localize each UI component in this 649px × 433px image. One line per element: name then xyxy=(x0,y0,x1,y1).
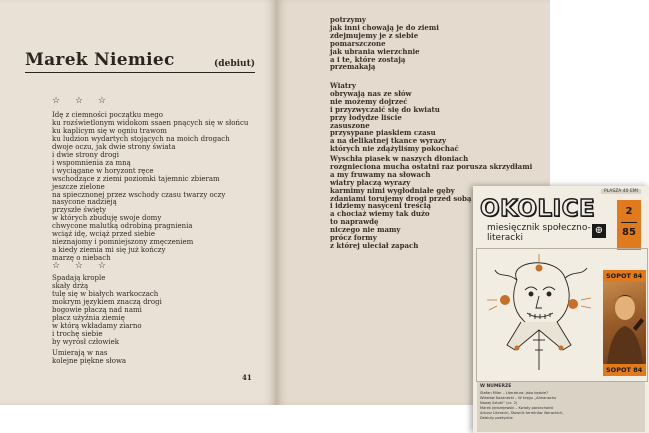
contents-item: Debiuty poetyckie xyxy=(480,416,513,420)
poem-line: i przyzwyczaić się do kwiatu xyxy=(330,104,440,114)
contents-item: Arkusz Literacki, Słownik terminów literackich, xyxy=(480,411,564,415)
poem-second-stanza xyxy=(52,275,162,347)
contents-item: Marek Jędrzejewski – Kwiaty poniechanki xyxy=(480,406,554,410)
poem-line: wschodzące z ziemi poziomki tajemnic zbieram xyxy=(52,174,220,183)
poem-line: na spiecznonej przez wschody czasu twarzy oczy xyxy=(52,190,226,199)
poem-first-stanza xyxy=(52,112,248,263)
emblem-icon: ⊕ xyxy=(592,224,606,238)
poem-continuation xyxy=(330,16,439,71)
poem-line: Umierają w nas xyxy=(52,349,108,357)
sopot-label-bottom: SOPOT 84 xyxy=(603,364,646,376)
contents-list xyxy=(480,391,564,421)
poem-line: ku kaplicym się w ogniu trawom xyxy=(52,126,167,135)
poem-line: marzę o niebach xyxy=(52,254,111,263)
poem-line: a my fruwamy na słowach xyxy=(330,169,431,179)
poem-line: i dwie strony drogi xyxy=(52,150,119,159)
poem-line: jeszcze zielone xyxy=(52,182,105,191)
poem-line: których nie zdążyliśmy pokochać xyxy=(330,144,459,154)
poem-line: przy łodydze liście xyxy=(330,112,402,122)
poem-line: potrzymy xyxy=(330,15,367,24)
poem-line: kolejne piękne słowa xyxy=(52,356,127,365)
poem-line: przysypane piaskiem czasu xyxy=(330,128,436,138)
poem-line: Idę z ciemności początku mego xyxy=(52,111,163,119)
poem-line: prócz formy xyxy=(330,233,377,243)
contents-item: Stefan Miler – Literatura: jaka będzie? xyxy=(480,391,549,395)
poem-line: a i te, które zostają xyxy=(330,54,406,64)
magazine-cover xyxy=(473,186,649,433)
left-book-page xyxy=(0,0,276,405)
poem-line: ku rozświetlonym widokom ssaen pnących się w słońcu xyxy=(52,118,249,127)
sopot-label-top: SOPOT 84 xyxy=(603,270,646,282)
poem-line: przemakają xyxy=(330,62,376,72)
poem-line: a kiedy ziemia mi się już kończy xyxy=(52,246,166,255)
poem-line: a na delikatnej tkance wyrazy xyxy=(330,136,447,146)
poem-line: przyszłe święty xyxy=(52,206,107,215)
poem-line: karmimy nimi wygłodniałe gęby xyxy=(330,185,455,195)
poem-line: z której uleciał zapach xyxy=(330,240,419,250)
poem-line: nieznajomy i pomniejszony zmęczeniem xyxy=(52,238,194,247)
issue-badge xyxy=(617,200,641,250)
poem-line: Wyschła piasek w naszych dłoniach xyxy=(330,154,469,163)
poem-line: tulę się w białych warkoczach xyxy=(52,289,159,298)
magazine-subtitle: miesięcznik społeczno-literacki xyxy=(487,223,591,243)
contents-heading: W NUMERZE xyxy=(480,384,512,389)
poem-line: a chociaż wiemy tak dużo xyxy=(330,209,430,219)
poem-line: jak ubrania wierzchnie xyxy=(330,46,420,56)
contents-item: Nowej Sztuki” (cz. 2) xyxy=(480,401,518,405)
poem-line: Wiatry xyxy=(330,81,356,90)
cover-price-label: PLASZA 40 EMI xyxy=(601,189,641,194)
poem-line: skały drżą xyxy=(52,281,89,290)
debut-note: (debiut) xyxy=(214,59,255,69)
poem-line: wiatry płaczą wyrazy xyxy=(330,177,411,187)
poem-line: w którą wkładamy ziarno xyxy=(52,321,142,330)
poem-line: zasuszone xyxy=(330,120,370,130)
section-stars: ☆ ☆ ☆ xyxy=(52,261,112,271)
poem-line: i trochę siebie xyxy=(52,329,103,338)
poem-line: chwycone malutką odrobiną pragnienia xyxy=(52,222,193,231)
page-number: 41 xyxy=(242,373,252,382)
poem-line: ku ludzion wydartych stojących na moich drogach xyxy=(52,134,230,143)
poem-line: obrywają nas ze słów xyxy=(330,88,412,98)
poem-line: wciąż idę, wciąż przed siebie xyxy=(52,230,155,239)
poem-line: płacz użyźnia ziemię xyxy=(52,313,125,322)
poem-line: niczego nie mamy xyxy=(330,225,401,235)
poem-line: rozgnieciona mucha ostatni raz porusza skrzydłami xyxy=(330,161,533,171)
poem-line: pomarszczone xyxy=(330,38,386,48)
contents-item: Wiesław Kazanecki – W kręgu „Almanachu xyxy=(480,396,557,400)
poem-line: i wspomnienia za mną xyxy=(52,158,131,167)
poem-line: w których zbuduję swoje domy xyxy=(52,214,162,223)
portrait-photo xyxy=(603,282,646,364)
poem-line: bogowie płaczą nad nami xyxy=(52,305,142,314)
caricature-illustration xyxy=(477,250,601,378)
poem-winds-stanza xyxy=(330,82,459,153)
author-heading xyxy=(25,50,255,73)
poem-line: jak inni chowają je do ziemi xyxy=(330,22,439,32)
issue-year: 85 xyxy=(622,227,636,238)
poem-line: to naprawdę xyxy=(330,217,379,227)
section-stars: ☆ ☆ ☆ xyxy=(52,96,112,106)
poem-line: by wyrósł człowiek xyxy=(52,337,119,346)
issue-divider xyxy=(621,222,637,223)
magazine-logo: OKOLICE xyxy=(480,196,596,222)
poem-line: zdaniami torujemy drogi przed sobą xyxy=(330,193,472,203)
poem-line: nasycone nadzieją xyxy=(52,198,117,207)
table-of-contents xyxy=(477,382,645,432)
poem-line: zdejmujemy je z siebie xyxy=(330,30,419,40)
poem-line: i wyciągane w horyzont ręce xyxy=(52,166,154,175)
poem-line: i idziemy nasyceni treścią xyxy=(330,201,431,211)
poem-line: nie możemy dojrzeć xyxy=(330,96,408,106)
poem-third-stanza xyxy=(52,350,126,366)
poem-line: Spadają krople xyxy=(52,274,106,282)
poem-line: dwoje oczu, jak dwie strony świata xyxy=(52,142,176,151)
poem-line: mokrym językiem znaczą drogi xyxy=(52,297,162,306)
author-name: Marek Niemiec xyxy=(25,50,175,70)
issue-number: 2 xyxy=(625,206,633,217)
